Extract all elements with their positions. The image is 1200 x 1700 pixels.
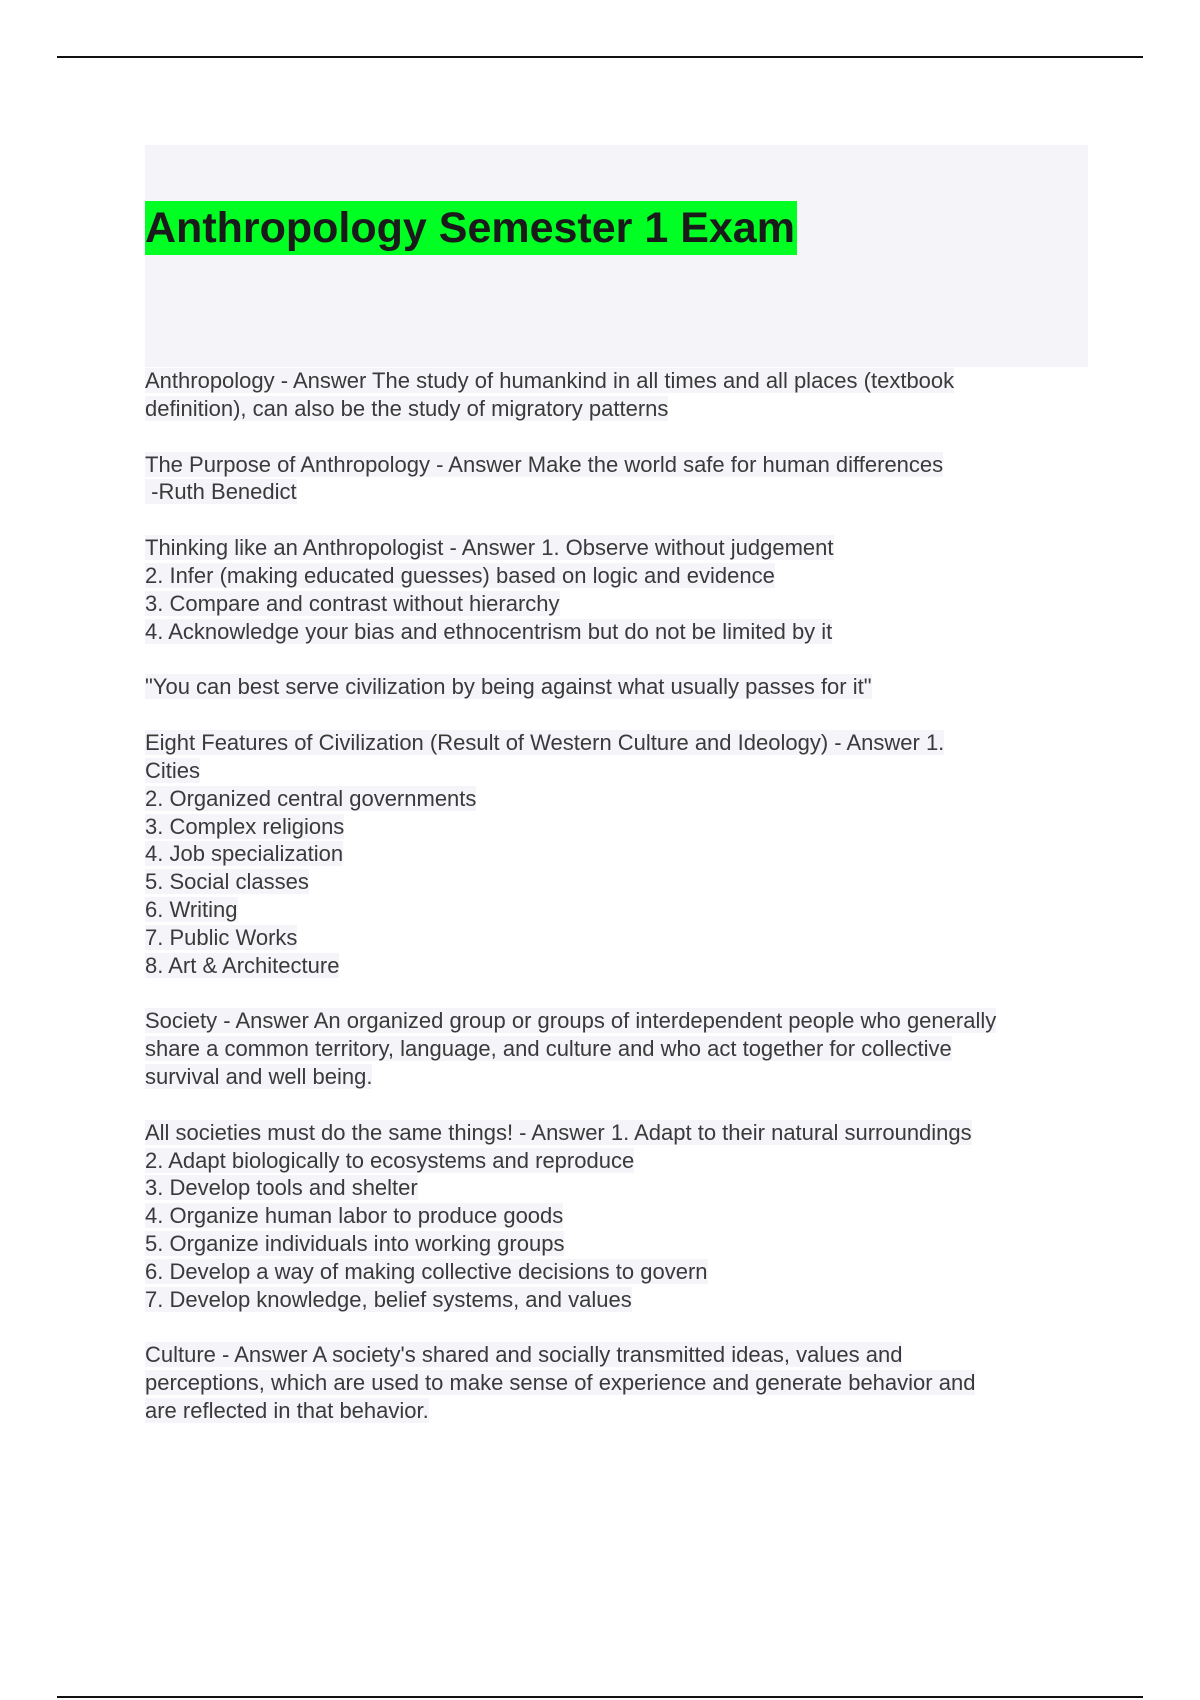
entry-line — [145, 1007, 1095, 1035]
entry-line-text: 2. Organized central governments — [145, 785, 477, 811]
entry-line — [145, 618, 1095, 646]
entry-line-text: 7. Public Works — [145, 924, 298, 950]
entry-line — [145, 1258, 1095, 1286]
qa-entry — [145, 1007, 1095, 1090]
entry-line — [145, 952, 1095, 980]
entry-line-text: "You can best serve civilization by being against what usually passes for it" — [145, 674, 872, 700]
qa-entry — [145, 367, 1095, 423]
entry-line-text: Anthropology - Answer The study of humankind in all times and all places (textbook — [145, 368, 955, 393]
entry-line-text: 3. Complex religions — [145, 813, 345, 839]
entry-line-text: 4. Acknowledge your bias and ethnocentrism but do not be limited by it — [145, 618, 833, 644]
entry-line-text: 4. Organize human labor to produce goods — [145, 1203, 564, 1229]
entry-line — [145, 1286, 1095, 1314]
entry-line-text: Cities — [145, 757, 201, 783]
entry-line — [145, 673, 1095, 701]
entry-line — [145, 813, 1095, 841]
entry-line-text: survival and well being. — [145, 1063, 373, 1089]
entry-line-text: definition), can also be the study of migratory patterns — [145, 395, 669, 421]
entry-line — [145, 1397, 1095, 1425]
entry-line — [145, 1174, 1095, 1202]
entry-line-text: Society - Answer An organized group or groups of interdependent people who generally — [145, 1008, 997, 1034]
entry-line — [145, 395, 1095, 423]
entry-line — [145, 729, 1095, 757]
qa-entry — [145, 1119, 1095, 1314]
qa-entry — [145, 1341, 1095, 1424]
top-divider — [57, 56, 1143, 58]
entry-line-text: -Ruth Benedict — [145, 479, 297, 505]
entry-line-text: The Purpose of Anthropology - Answer Make the world safe for human differences — [145, 451, 944, 477]
qa-entry — [145, 451, 1095, 507]
entry-line — [145, 562, 1095, 590]
entry-line — [145, 1063, 1095, 1091]
entry-line — [145, 868, 1095, 896]
entry-line — [145, 367, 1095, 395]
entry-line-text: 5. Social classes — [145, 869, 309, 895]
entry-line-text: share a common territory, language, and culture and who act together for collective — [145, 1036, 952, 1062]
entry-line-text: 7. Develop knowledge, belief systems, and values — [145, 1286, 632, 1312]
entry-line-text: Thinking like an Anthropologist - Answer 1. Observe without judgement — [145, 535, 834, 561]
entry-line-text: 5. Organize individuals into working groups — [145, 1230, 565, 1256]
entry-line — [145, 478, 1095, 506]
entry-line — [145, 1341, 1095, 1369]
entry-line-text: 2. Infer (making educated guesses) based on logic and evidence — [145, 562, 775, 588]
document-body — [145, 367, 1095, 1453]
entry-line-text: Eight Features of Civilization (Result of Western Culture and Ideology) - Answer 1. — [145, 730, 945, 756]
bottom-divider — [57, 1696, 1143, 1698]
entry-line — [145, 785, 1095, 813]
entry-line — [145, 451, 1095, 479]
entry-line-text: Culture - Answer A society's shared and socially transmitted ideas, values and — [145, 1342, 903, 1368]
entry-line — [145, 757, 1095, 785]
entry-line-text: 3. Develop tools and shelter — [145, 1175, 418, 1201]
entry-line-text: 2. Adapt biologically to ecosystems and reproduce — [145, 1147, 635, 1173]
document-title: Anthropology Semester 1 Exam — [145, 201, 797, 255]
entry-line — [145, 1230, 1095, 1258]
entry-line — [145, 1202, 1095, 1230]
entry-line-text: 3. Compare and contrast without hierarchy — [145, 590, 560, 616]
entry-line-text: 4. Job specialization — [145, 841, 344, 867]
entry-line-text: perceptions, which are used to make sense of experience and generate behavior and — [145, 1370, 976, 1396]
entry-line-text: 6. Develop a way of making collective decisions to govern — [145, 1258, 708, 1284]
entry-line — [145, 1119, 1095, 1147]
entry-line — [145, 1369, 1095, 1397]
entry-line-text: 6. Writing — [145, 896, 238, 922]
entry-line — [145, 924, 1095, 952]
entry-line — [145, 840, 1095, 868]
entry-line — [145, 590, 1095, 618]
title-block — [145, 145, 1088, 367]
entry-line — [145, 1035, 1095, 1063]
qa-entry — [145, 534, 1095, 645]
qa-entry — [145, 673, 1095, 701]
entry-line — [145, 1147, 1095, 1175]
entry-line-text: 8. Art & Architecture — [145, 952, 340, 978]
entry-line — [145, 896, 1095, 924]
qa-entry — [145, 729, 1095, 979]
entry-line-text: are reflected in that behavior. — [145, 1397, 429, 1423]
entry-line — [145, 534, 1095, 562]
entry-line-text: All societies must do the same things! - Answer 1. Adapt to their natural surroundings — [145, 1119, 972, 1145]
